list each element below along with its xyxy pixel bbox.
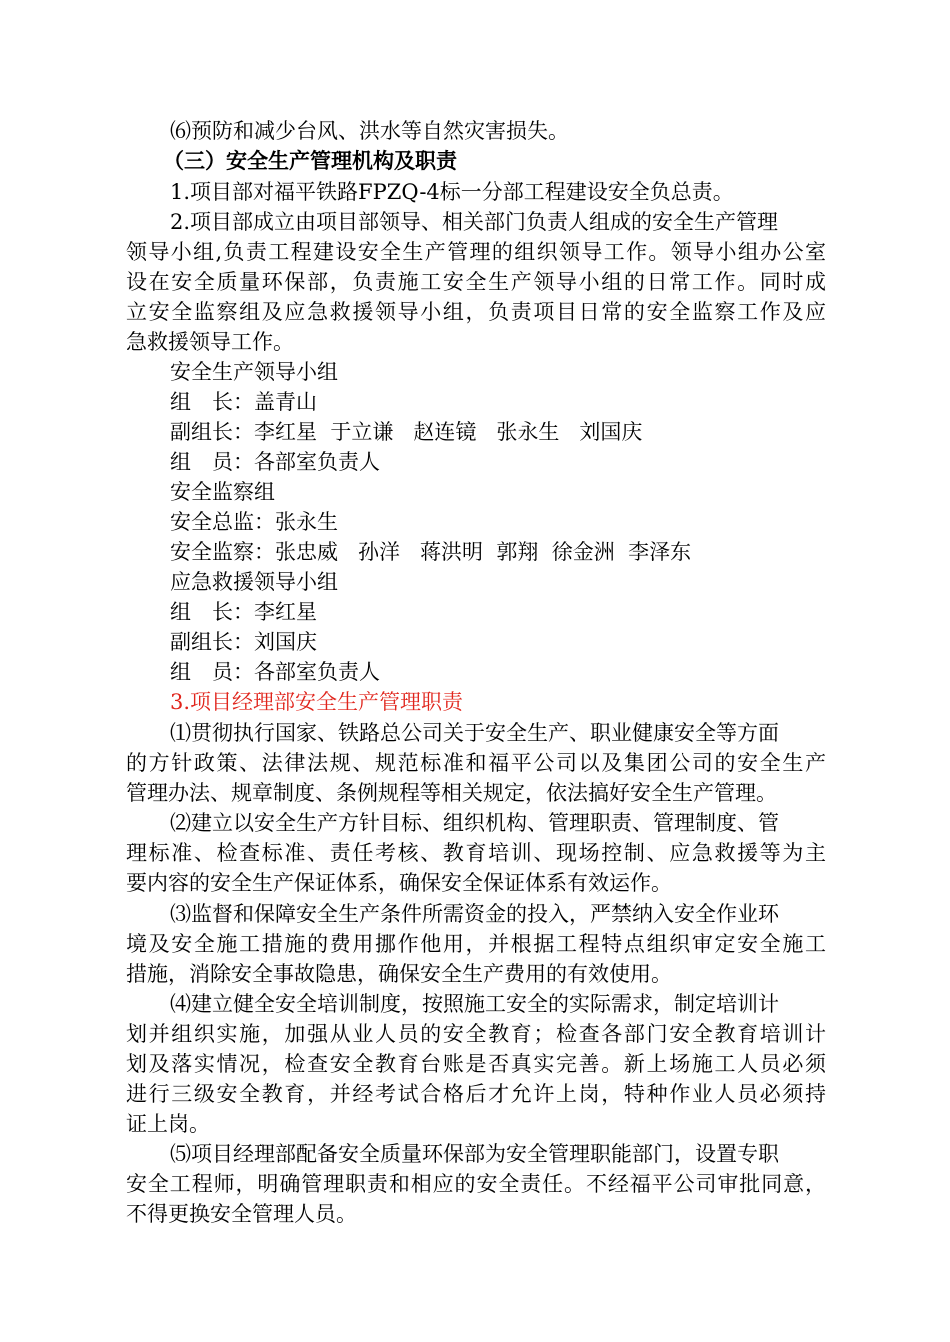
paragraph-line: 理标准、检查标准、责任考核、教育培训、现场控制、应急救援等为主: [126, 841, 826, 865]
paragraph-line: ⑷建立健全安全培训制度，按照施工安全的实际需求，制定培训计: [170, 992, 779, 1016]
group-title: 安全监察组: [170, 480, 275, 504]
member-line: 组 员：各部室负责人: [170, 450, 380, 474]
paragraph-line: ⑹预防和减少台风、洪水等自然灾害损失。: [170, 119, 569, 143]
paragraph-line: 划及落实情况，检查安全教育台账是否真实完善。新上场施工人员必须: [126, 1052, 826, 1076]
subsection-heading: 3.项目经理部安全生产管理职责: [170, 690, 464, 714]
member-line: 组 长：盖青山: [170, 390, 317, 414]
paragraph-line: 进行三级安全教育，并经考试合格后才允许上岗，特种作业人员必须持: [126, 1082, 826, 1106]
paragraph-line: 1.项目部对福平铁路FPZQ-4标一分部工程建设安全负总责。: [170, 180, 734, 204]
member-line: 组 员：各部室负责人: [170, 660, 380, 684]
paragraph-line: 领导小组,负责工程建设安全生产管理的组织领导工作。领导小组办公室: [126, 240, 826, 264]
paragraph-line: 2.项目部成立由项目部领导、相关部门负责人组成的安全生产管理: [170, 210, 779, 234]
paragraph-line: 证上岗。: [126, 1112, 210, 1136]
paragraph-line: ⑶监督和保障安全生产条件所需资金的投入，严禁纳入安全作业环: [170, 902, 779, 926]
paragraph-line: 立安全监察组及应急救援领导小组，负责项目日常的安全监察工作及应: [126, 300, 826, 324]
paragraph-line: 急救援领导工作。: [126, 330, 294, 354]
member-line: 安全监察：张忠威 孙洋 蒋洪明 郭翔 徐金洲 李泽东: [170, 540, 692, 564]
paragraph-line: 安全工程师，明确管理职责和相应的安全责任。不经福平公司审批同意，: [126, 1172, 826, 1196]
paragraph-line: 的方针政策、法律法规、规范标准和福平公司以及集团公司的安全生产: [126, 751, 826, 775]
paragraph-line: 划并组织实施，加强从业人员的安全教育；检查各部门安全教育培训计: [126, 1022, 826, 1046]
member-line: 组 长：李红星: [170, 600, 317, 624]
paragraph-line: 境及安全施工措施的费用挪作他用，并根据工程特点组织审定安全施工: [126, 932, 826, 956]
paragraph-line: 设在安全质量环保部，负责施工安全生产领导小组的日常工作。同时成: [126, 270, 826, 294]
member-line: 安全总监：张永生: [170, 510, 338, 534]
member-line: 副组长：李红星 于立谦 赵连镜 张永生 刘国庆: [170, 420, 643, 444]
paragraph-line: 要内容的安全生产保证体系，确保安全保证体系有效运作。: [126, 871, 672, 895]
member-line: 副组长：刘国庆: [170, 630, 317, 654]
section-heading: （三）安全生产管理机构及职责: [163, 149, 457, 173]
paragraph-line: 管理办法、规章制度、条例规程等相关规定，依法搞好安全生产管理。: [126, 781, 777, 805]
paragraph-line: 措施，消除安全事故隐患，确保安全生产费用的有效使用。: [126, 962, 672, 986]
paragraph-line: ⑵建立以安全生产方针目标、组织机构、管理职责、管理制度、管: [170, 811, 779, 835]
group-title: 安全生产领导小组: [170, 360, 338, 384]
paragraph-line: ⑸项目经理部配备安全质量环保部为安全管理职能部门，设置专职: [170, 1142, 779, 1166]
group-title: 应急救援领导小组: [170, 570, 338, 594]
paragraph-line: 不得更换安全管理人员。: [126, 1202, 357, 1226]
paragraph-line: ⑴贯彻执行国家、铁路总公司关于安全生产、职业健康安全等方面: [170, 721, 779, 745]
